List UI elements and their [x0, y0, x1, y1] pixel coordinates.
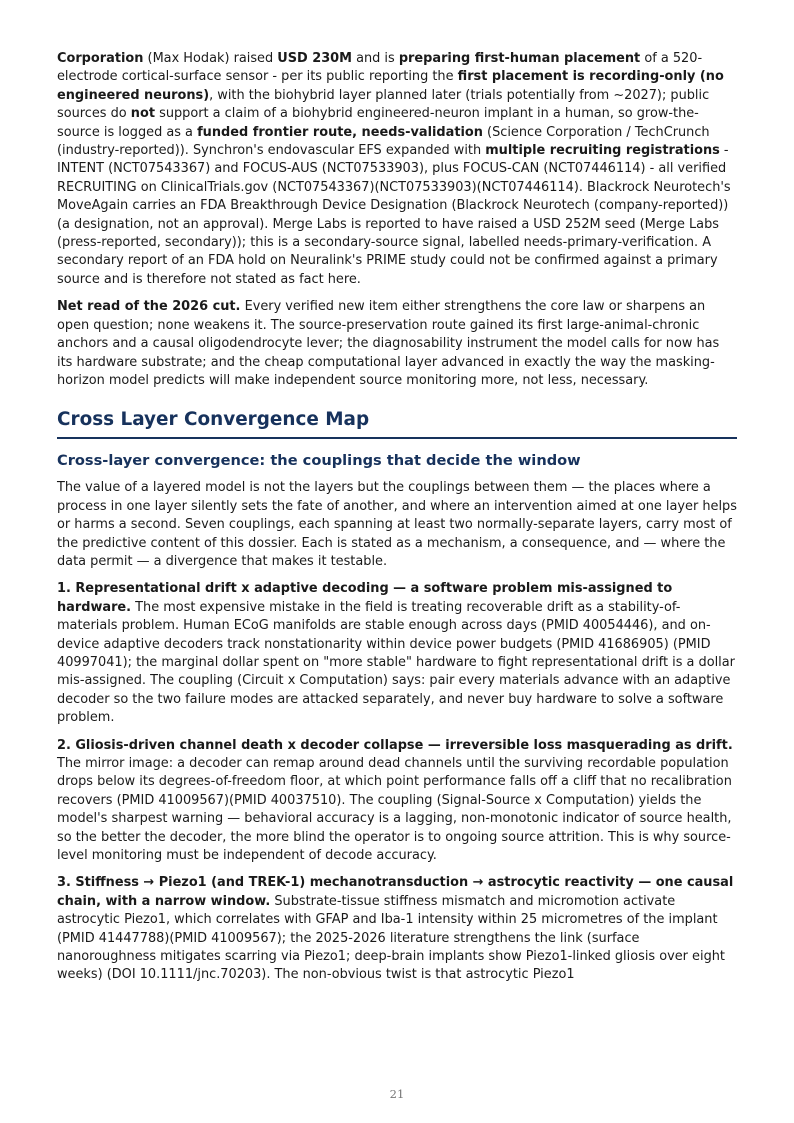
bold-text-run: 3. Stiffness → Piezo1 (and TREK-1) mechanotransduction → astrocytic reactivity — one causal chain, with a narrow window. [57, 875, 734, 909]
bold-text-run: 1. Representational drift x adaptive decoding — a software problem mis-assigned to hardware. [57, 581, 673, 615]
text-run: (Science Corporation / TechCrunch (industry-reported)). Synchron's endovascular EFS expanded with [57, 124, 710, 159]
bold-text-run: Corporation [57, 51, 144, 66]
page-number: 21 [389, 1087, 405, 1101]
text-run: support a claim of a biohybrid engineered-neuron implant in a human, so grow-the-source is logged as a [57, 106, 699, 140]
paragraph-coupling-3 [57, 874, 737, 984]
bold-text-run: 2. Gliosis-driven channel death x decoder collapse — irreversible loss masquerading as drift. [57, 737, 733, 753]
page-content [57, 50, 737, 994]
text-run: , with the biohybrid layer planned later (trials potentially from ~2027); public sources do [57, 87, 710, 122]
text-run: and is [351, 51, 399, 66]
bold-text-run: Net read of the 2026 cut. [57, 299, 241, 315]
text-run: Substrate-tissue stiffness mismatch and micromotion activate astrocytic Piezo1, which correlates with GFAP and Iba-1 intensity within 25 micrometres of the implant (PMID 41447788)(PMID 41009567); the 2025-2026 literature strengthens the link (surface nanoroughness mitigates scarring via Piezo1; deep-brain implants show Piezo1-linked gliosis over eight weeks) (DOI 10.1111/jnc.70203). The non-obvious twist is that astrocytic Piezo1 [57, 893, 725, 983]
text-run: - INTENT (NCT07543367) and FOCUS-AUS (NCT07533903), plus FOCUS-CAN (NCT07446114) - all verified RECRUITING on ClinicalTrials.gov (NCT07543367)(NCT07533903)(NCT07446114). Blackrock Neurotech's MoveAgain carries an FDA Breakthrough Device Designation (Blackrock Neurotech (company-reported)) (a designation, not an approval). Merge Labs is reported to have raised a USD 252M seed (Merge Labs (press-reported, secondary)); this is a secondary-source signal, labelled needs-primary-verification. A secondary report of an FDA hold on Neuralink's PRIME study could not be confirmed against a primary source and is therefore not stated as fact here. [57, 143, 731, 287]
paragraph-net-read [57, 298, 737, 390]
paragraph-section-intro [57, 479, 737, 571]
text-run: The value of a layered model is not the layers but the couplings between them — the places where a process in one layer silently sets the fate of another, and where an intervention aimed at one layer helps or harms a second. Seven couplings, each spanning at least two normally-separate layers, carry most of the predictive content of this dossier. Each is stated as a mechanism, a consequence, and — where the data permit — a divergence that makes it testable. [57, 480, 737, 569]
bold-text-run: funded frontier route, needs-validation [197, 124, 483, 140]
paragraph-funding-trials [57, 50, 737, 289]
bold-text-run: not [130, 106, 155, 122]
paragraph-coupling-1 [57, 580, 737, 727]
subsection-heading: Cross-layer convergence: the couplings that decide the window [57, 452, 581, 470]
text-run: of a 520-electrode cortical-surface sensor - per its public reporting the [57, 51, 703, 85]
text-run: (Max Hodak) raised [143, 51, 278, 66]
paragraph-coupling-2 [57, 737, 737, 866]
text-run: The most expensive mistake in the field is treating recoverable drift as a stability-of-materials problem. Human ECoG manifolds are stable enough across days (PMID 40054446), and on-device adaptive decoders track nonstationarity within device power budgets (PMID 41686905) (PMID 40997041); the marginal dollar spent on "more stable" hardware to fight representational drift is a dollar mis-assigned. The coupling (Circuit x Computation) says: pair every materials advance with an adaptive decoder so the two failure modes are attacked separately, and never buy hardware to solve a software problem. [57, 599, 735, 726]
text-run: Every verified new item either strengthens the core law or sharpens an open question; none weakens it. The source-preservation route gained its first large-animal-chronic anchors and a causal oligodendrocyte lever; the diagnosability instrument the model calls for now has its hardware substrate; and the cheap computational layer advanced in exactly the way the masking-horizon model predicts will make independent source monitoring more, not less, necessary. [57, 299, 720, 388]
bold-text-run: first placement is recording-only (no engineered neurons) [57, 69, 724, 103]
bold-text-run: preparing first-human placement [398, 51, 641, 66]
bold-text-run: multiple recruiting registrations [485, 143, 720, 159]
bold-text-run: USD 230M [277, 51, 352, 66]
section-heading: Cross Layer Convergence Map [57, 408, 737, 439]
text-run: The mirror image: a decoder can remap around dead channels until the surviving recordable population drops below its degrees-of-freedom floor, at which point performance falls off a cliff that no recalibration recovers (PMID 41009567)(PMID 40037510). The coupling (Signal-Source x Computation) yields the model's sharpest warning — behavioral accuracy is a lagging, non-monotonic indicator of source health, so the better the decoder, the more blind the operator is to ongoing source attrition. This is why source-level monitoring must be independent of decode accuracy. [57, 756, 732, 864]
